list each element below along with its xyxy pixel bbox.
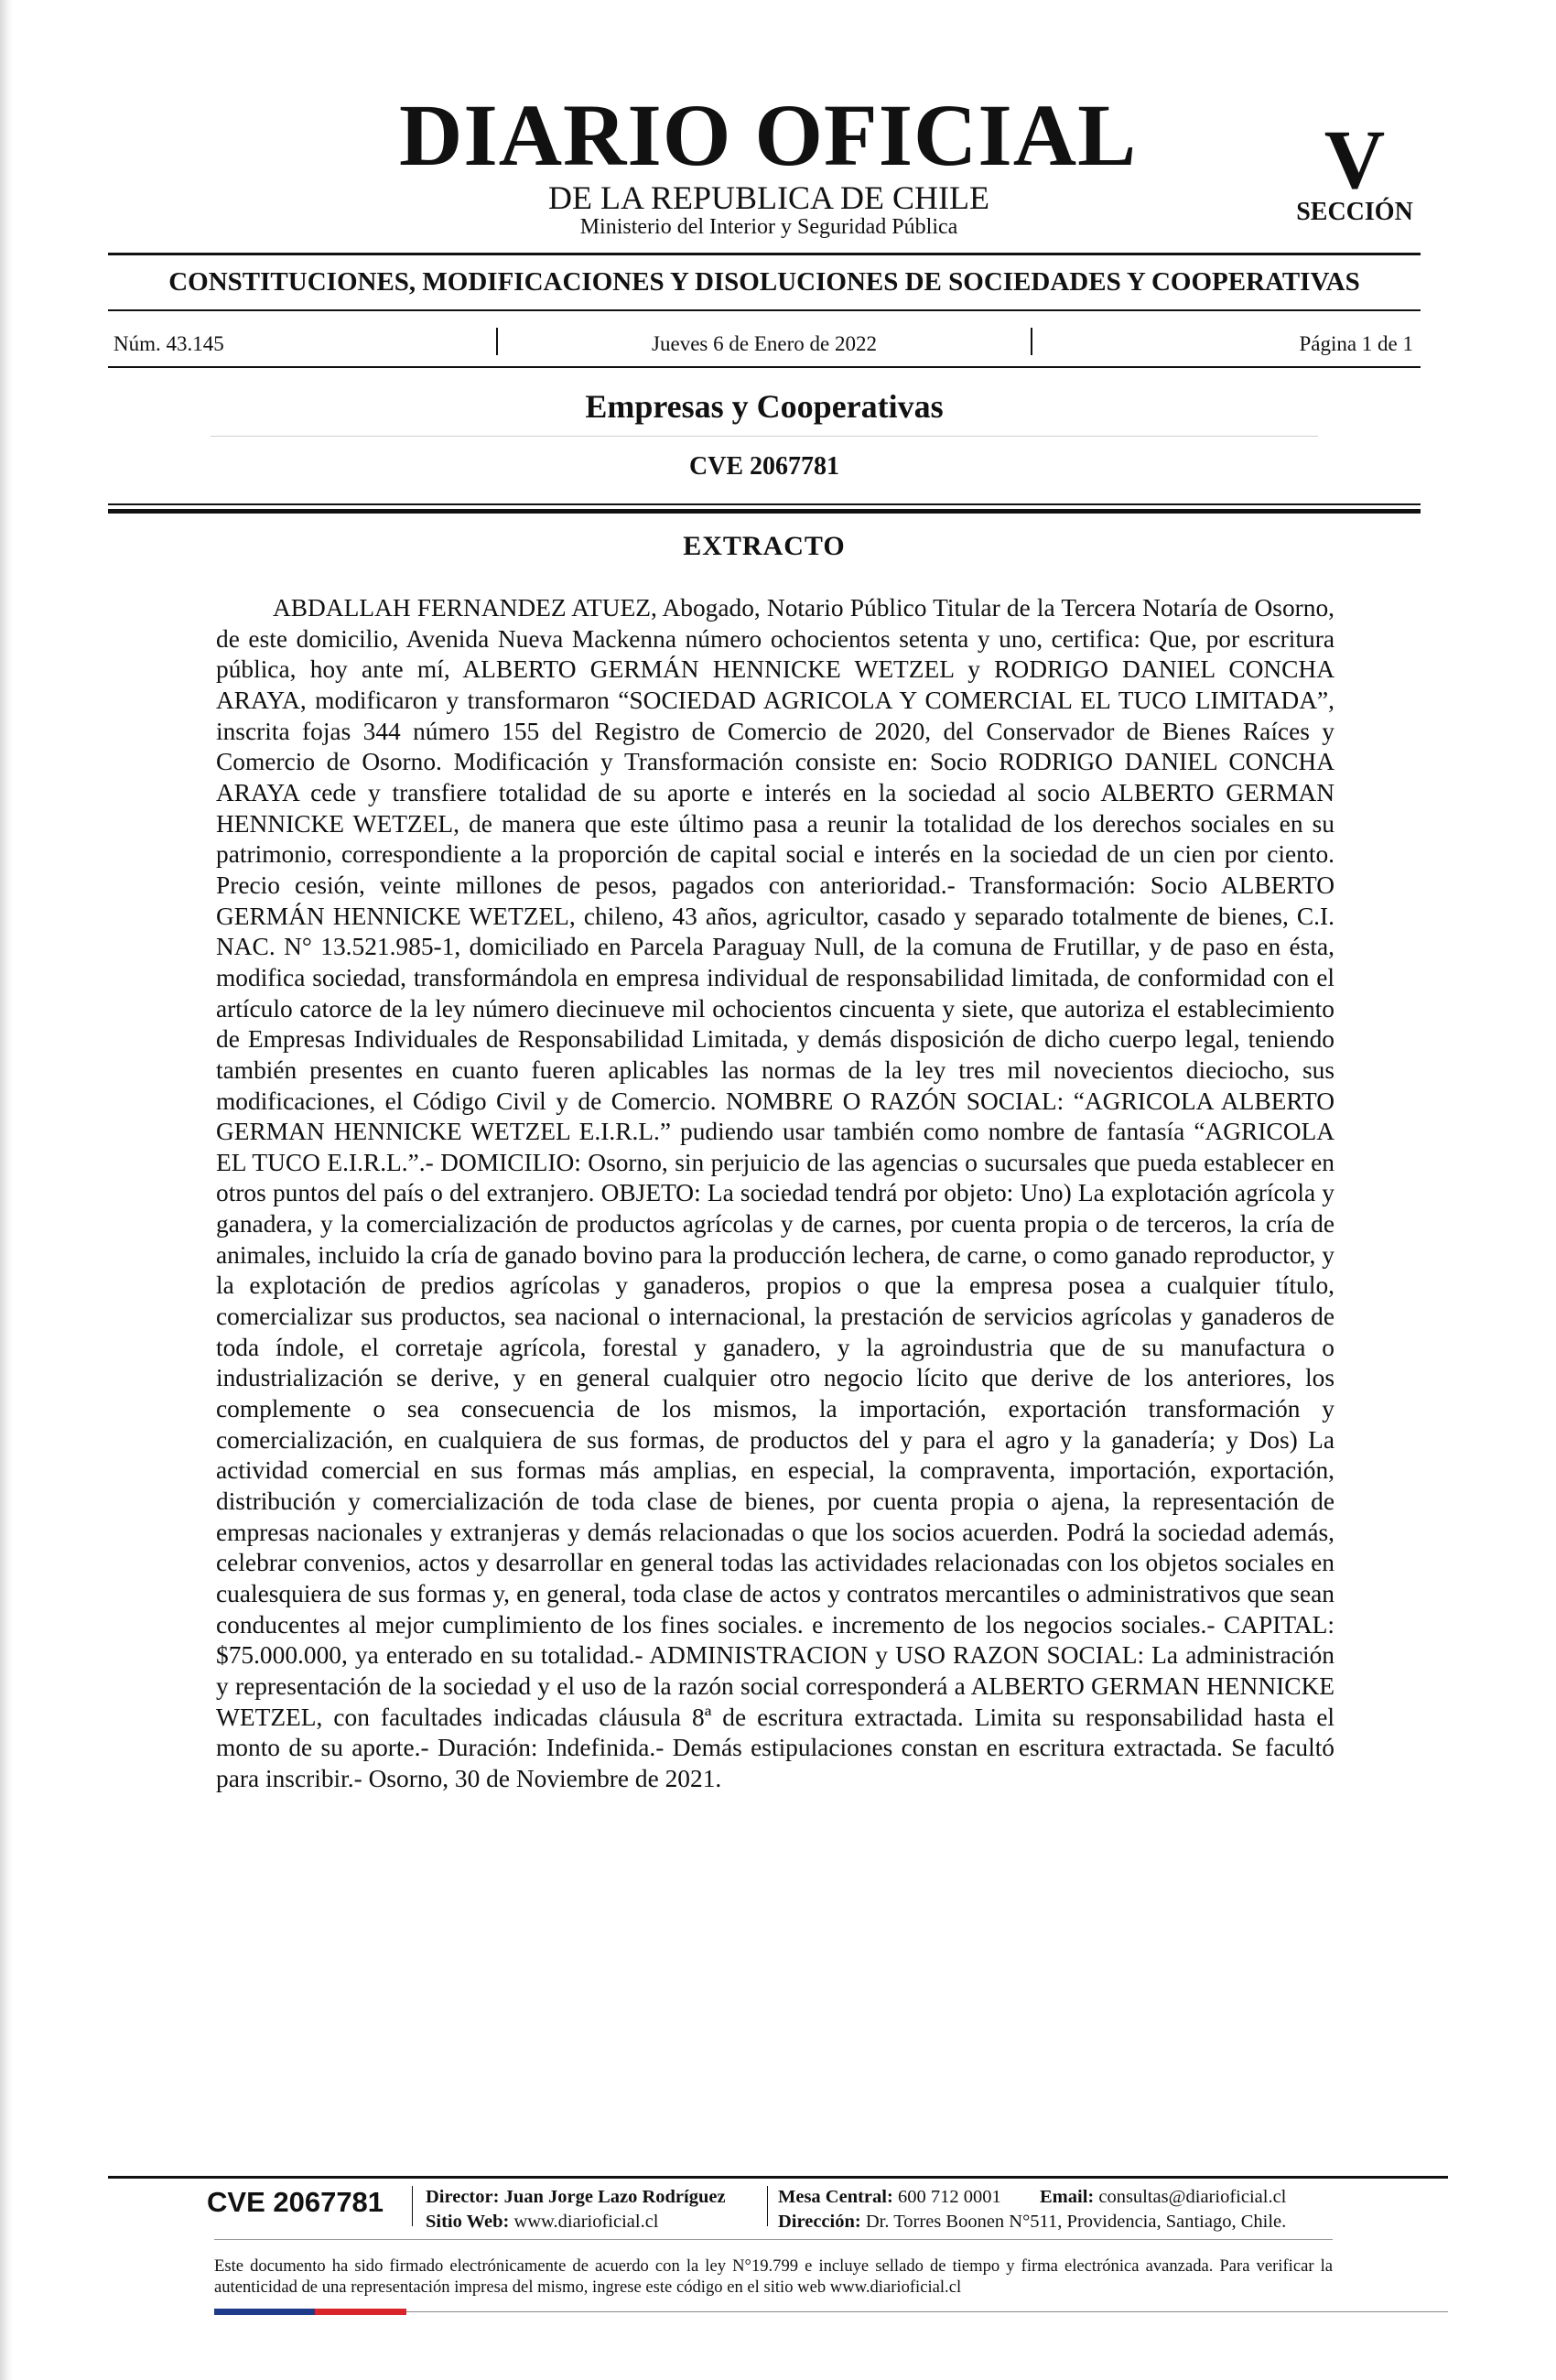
address-value: Dr. Torres Boonen N°511, Providencia, Santiago, Chile. bbox=[865, 2212, 1287, 2232]
footer-website bbox=[426, 2212, 659, 2232]
meta-separator bbox=[496, 328, 498, 355]
director-name: Juan Jorge Lazo Rodríguez bbox=[503, 2187, 726, 2207]
category-divider bbox=[211, 436, 1318, 437]
flag-stripe-blue bbox=[214, 2309, 315, 2315]
masthead-subtitle: DE LA REPUBLICA DE CHILE bbox=[548, 179, 989, 216]
issue-number: Núm. 43.145 bbox=[113, 332, 224, 355]
footer-bottom-rule bbox=[406, 2311, 1448, 2312]
section-title: CONSTITUCIONES, MODIFICACIONES Y DISOLUCIONES DE SOCIEDADES Y COOPERATIVAS bbox=[168, 267, 1360, 297]
phone-label: Mesa Central: bbox=[778, 2187, 893, 2207]
section-numeral: V bbox=[1324, 113, 1386, 206]
flag-stripe-red bbox=[315, 2309, 406, 2315]
email-label: Email: bbox=[1040, 2187, 1095, 2207]
footer-address bbox=[778, 2212, 1286, 2232]
website-label: Sitio Web: bbox=[426, 2212, 510, 2232]
footer-phone bbox=[778, 2188, 1001, 2207]
meta-separator bbox=[1031, 328, 1032, 355]
extract-heading: EXTRACTO bbox=[683, 531, 846, 561]
footer-legal-note: Este documento ha sido firmado electrónicamente de acuerdo con la ley N°19.799 e incluye sellado de tiempo y firma electrónica avanzada. Para verificar la autenticidad de una representación impresa del mismo, ingrese este código en el sitio web www.diarioficial.cl bbox=[214, 2256, 1333, 2297]
section-bar-bottom-rule bbox=[108, 309, 1421, 311]
website-link[interactable]: www.diarioficial.cl bbox=[513, 2212, 659, 2232]
email-link[interactable]: consultas@diarioficial.cl bbox=[1098, 2187, 1287, 2207]
page-count: Página 1 de 1 bbox=[1299, 332, 1413, 355]
extract-body: ABDALLAH FERNANDEZ ATUEZ, Abogado, Notario Público Titular de la Tercera Notaría de Osorno, de este domicilio, Avenida Nueva Mackenna número ochocientos setenta y uno, certifica: Que, por escritura pública, hoy ante mí, ALBERTO GERMÁN HENNICKE WETZEL y RODRIGO DANIEL CONCHA ARAYA, modificaron y transformaron “SOCIEDAD AGRICOLA Y COMERCIAL EL TUCO LIMITADA”, inscrita fojas 344 número 155 del Registro de Comercio de 2020, del Conservador de Bienes Raíces y Comercio de Osorno. Modificación y Transformación consiste en: Socio RODRIGO DANIEL CONCHA ARAYA cede y transfiere totalidad de su aporte e interés en la sociedad al socio ALBERTO GERMAN HENNICKE WETZEL, de manera que este último pasa a reunir la totalidad de los derechos sociales en su patrimonio, correspondiente a la proporción de capital social e interés en la sociedad de un cien por ciento. Precio cesión, veinte millones de pesos, pagados con anterioridad.- Transformación: Socio ALBERTO GERMÁN HENNICKE WETZEL, chileno, 43 años, agricultor, casado y separado totalmente de bienes, C.I. NAC. N° 13.521.985-1, domiciliado en Parcela Paraguay Null, de la comuna de Frutillar, y de paso en ésta, modifica sociedad, transformándola en empresa individual de responsabilidad limitada, de conformidad con el artículo catorce de la ley número diecinueve mil ochocientos cincuenta y siete, que autoriza el establecimiento de Empresas Individuales de Responsabilidad Limitada, y demás disposición de dicho cuerpo legal, teniendo también presentes en cuanto fueren aplicables las normas de la ley tres mil novecientos dieciocho, sus modificaciones, el Código Civil y de Comercio. NOMBRE O RAZÓN SOCIAL: “AGRICOLA ALBERTO GERMAN HENNICKE WETZEL E.I.R.L.” pudiendo usar también como nombre de fantasía “AGRICOLA EL TUCO E.I.R.L.”.- DOMICILIO: Osorno, sin perjuicio de las agencias o sucursales que pueda establecer en otros puntos del país o del extranjero. OBJETO: La sociedad tendrá por objeto: Uno) La explotación agrícola y ganadera, y la comercialización de productos agrícolas y de carnes, por cuenta propia o de terceros, la cría de animales, incluido la cría de ganado bovino para la producción lechera, de carne, o como ganado reproductor, y la explotación de predios agrícolas y ganaderos, propios o que la empresa posea a cualquier título, comercializar sus productos, sea nacional o internacional, la prestación de servicios agrícolas y ganaderos de toda índole, el corretaje agrícola, forestal y ganadero, y la agroindustria que de su manufactura o industrialización se derive, y en general cualquier otro negocio lícito que derive de los anteriores, los complemente o sea consecuencia de los mismos, la importación, exportación transformación y comercialización, en cualquiera de sus formas, de productos del y para el agro y la ganadería; y Dos) La actividad comercial en sus formas más amplias, en especial, la compraventa, importación, exportación, distribución y comercialización de toda clase de bienes, por cuenta propia o ajena, la representación de empresas nacionales y extranjeras y demás relacionadas o que los socios acuerden. Podrá la sociedad además, celebrar convenios, actos y desarrollar en general todas las actividades relacionadas con los objetos sociales en cualesquiera de sus formas y, en general, toda clase de actos y contratos mercantiles o administrativos que sean conducentes al mejor cumplimiento de los fines sociales. e incremento de los negocios sociales.- CAPITAL: $75.000.000, ya enterado en su totalidad.- ADMINISTRACION y USO RAZON SOCIAL: La administración y representación de la sociedad y el uso de la razón social corresponderá a ALBERTO GERMAN HENNICKE WETZEL, con facultades indicadas cláusula 8ª de escritura extractada. Limita su responsabilidad hasta el monto de su aporte.- Duración: Indefinida.- Demás estipulaciones constan en escritura extractada. Se facultó para inscribir.- Osorno, 30 de Noviembre de 2021. bbox=[216, 594, 1334, 1792]
footer-note-rule bbox=[214, 2239, 1333, 2240]
footer-cve-code: CVE 2067781 bbox=[207, 2186, 384, 2218]
meta-bottom-rule bbox=[108, 366, 1421, 368]
section-label: SECCIÓN bbox=[1296, 198, 1413, 226]
phone-number: 600 712 0001 bbox=[897, 2187, 1001, 2207]
footer-divider bbox=[767, 2186, 768, 2226]
cve-code: CVE 2067781 bbox=[688, 452, 840, 481]
footer-director bbox=[426, 2188, 726, 2207]
address-label: Dirección: bbox=[778, 2212, 861, 2232]
header-double-rule-top bbox=[108, 503, 1421, 505]
header-double-rule-bottom bbox=[108, 509, 1421, 514]
masthead-ministry: Ministerio del Interior y Seguridad Pública bbox=[579, 215, 958, 239]
page-shadow-edge bbox=[0, 0, 13, 2380]
section-bar-top-rule bbox=[108, 253, 1421, 255]
category-heading: Empresas y Cooperativas bbox=[585, 388, 944, 425]
footer-email bbox=[1040, 2188, 1286, 2207]
issue-date: Jueves 6 de Enero de 2022 bbox=[652, 332, 877, 355]
masthead-title: DIARIO OFICIAL bbox=[399, 86, 1138, 184]
footer-top-rule bbox=[108, 2176, 1448, 2179]
footer-divider bbox=[412, 2186, 413, 2226]
director-label: Director: bbox=[426, 2187, 500, 2207]
